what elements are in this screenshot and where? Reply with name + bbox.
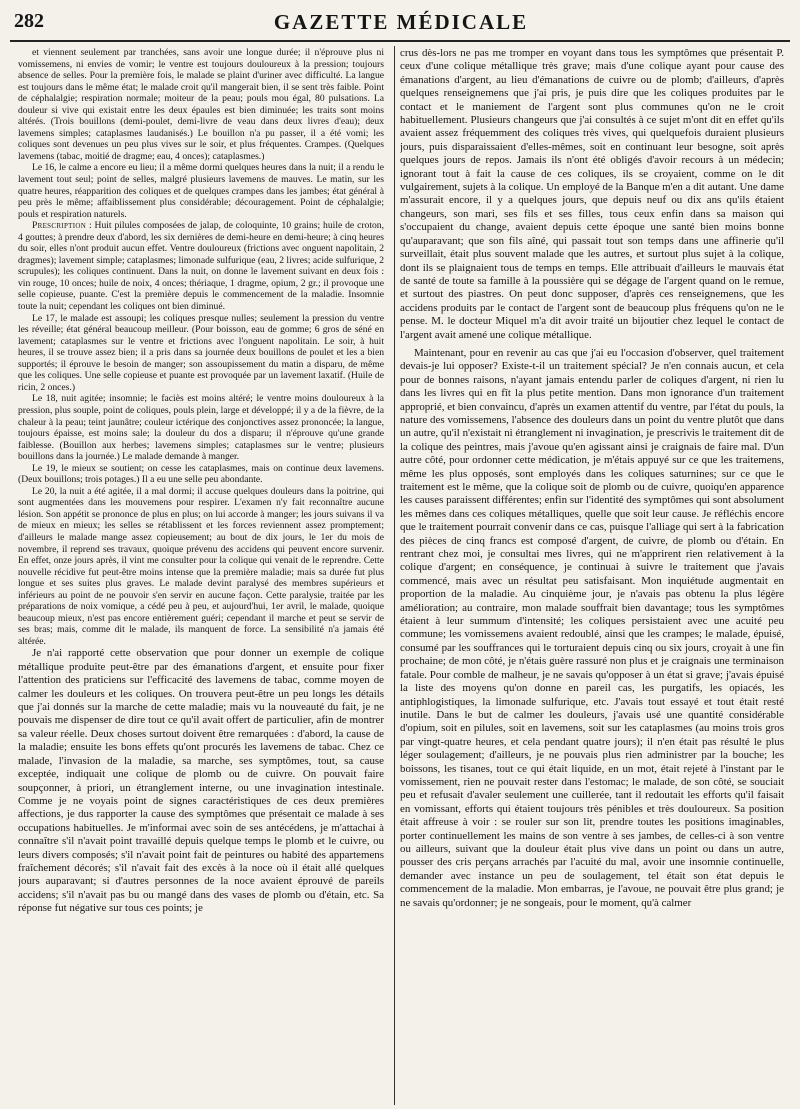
- paragraph: [18, 220, 384, 312]
- column-divider: [394, 46, 395, 1105]
- left-column: [18, 47, 384, 1105]
- paragraph-label: Prescription: [32, 220, 87, 232]
- paragraph: [18, 47, 384, 162]
- paragraph-text: Le 16, le calme a encore eu lieu; il a même dormi quelques heures dans la nuit; il a rendu le lavement tout seul; point de selles, malgré plusieurs lavemens de mauves. Le matin, sur les quatre heures, réapparition des coliques et de quelques crampes dans les jambes; état général à peu près le même; affaiblissement plus considérable; découragement. Point de céphalalgie; pouls et respiration naturels.: [18, 162, 384, 220]
- paragraph-text: Le 18, nuit agitée; insomnie; le faciès est moins altéré; le ventre moins douloureux à la pression, plus souple, point de coliques, pouls plein, large et développé; il y a de la fièvre, de la chaleur à la peau; teint jaunâtre; couleur ictérique des conjonctives assez prononcée; la langue, toujours épaisse, est moins sale; la douleur du dos a disparu; il n'éprouve qu'une grande faiblesse. (Bouillon aux herbes; lavemens simples; cataplasmes sur le ventre; plusieurs bouillons dans la journée.) Le malade demande à manger.: [18, 393, 384, 463]
- paragraph: [400, 47, 784, 342]
- paragraph: [400, 347, 784, 910]
- paragraph: [18, 647, 384, 915]
- header-rule: [10, 40, 790, 42]
- paragraph-text: et viennent seulement par tranchées, sans avoir une longue durée; il n'éprouve plus ni vomissemens, ni envies de vomir; le ventre est toujours douloureux à la pression; toujours absence de selles. Pour la première fois, le malade se plaint d'uriner avec difficulté. La langue est toujours dans le même état; le malade croit qu'il mangerait bien, il se sent très faible. Point de céphalalgie; respiration normale; moiteur de la peau; pouls mou égal, 80 pulsations. La douleur si vive qui existait entre les deux épaules est bien diminuée; les traits sont moins altérés. (Trois bouillons (demi-poulet, demi-livre de veau dans deux livres d'eau); deux lavemens simples; cataplasmes laudanisés.) Le bouillon n'a pu passer, il a été vomi; les coliques sont devenues un peu plus vives sur le soir, et plus fréquentes. Crampes. (Quelques lavemens (tabac, moitié de dragme; eau, 4 onces); cataplasmes.): [18, 47, 384, 162]
- right-column: [400, 47, 784, 1105]
- paragraph: [18, 486, 384, 648]
- paragraph: [18, 463, 384, 486]
- paragraph-text: Le 17, le malade est assoupi; les coliques presque nulles; seulement la pression du ventre les réveille; état général beaucoup meilleur. (Pour boisson, eau de gomme; 6 gros de séné en lavement; cataplasmes sur le ventre et frictions avec l'onguent napolitain. Le soir, à huit heures, il se trouve assez bien; il a pris dans sa journée deux bouillons de poulet et les a bien supportés; il éprouve le besoin de manger; son assoupissement du matin a disparu, de même que les coliques. Une selle copieuse et puante est provoquée par un lavement laxatif. (Huile de ricin, 2 onces.): [18, 312, 384, 393]
- paragraph-text: : Huit pilules composées de jalap, de coloquinte, 10 grains; huile de croton, 4 gouttes; à prendre deux d'abord, les six dernières de demi-heure en demi-heure; à cinq heures du soir, elles n'ont produit aucun effet. Ventre douloureux (frictions avec onguent napolitain, 2 dragmes); lavement simple; cataplasmes; limonade sulfurique (eau, 2 livres; acide sulfurique, 2 scrupules); les coliques continuent. Dans la nuit, on donne le lavement suivant en deux fois : vin rouge, 10 onces; huile de noix, 4 onces; thériaque, 1 dragme, opium, 2 gr.; il provoque une selle copieuse, puante. C'est la première depuis le commencement de la maladie. Insomnie toute la nuit; cependant les coliques ont bien diminué.: [18, 220, 384, 313]
- paragraph-text: Le 20, la nuit a été agitée, il a mal dormi; il accuse quelques douleurs dans la poitrine, qui sont augmentées dans les mouvemens pour respirer. L'examen n'y fait reconnaître aucune lésion. Son appétit se prononce de plus en plus; on lui accorde à manger; les jours suivans il va de mieux en mieux; les selles se rétablissent et les forces reviennent assez promptement; d'ailleurs le malade mange assez copieusement; au bout de dix jours, le 1er du mois de novembre, il reprend ses travaux, quoique prévenu des accidens qui peuvent encore survenir. En effet, onze jours après, il vint me consulter pour la colique qui venait de le reprendre. Cette nouvelle récidive fut peut-être moins intense que la première maladie; mais sa durée fut plus longue et ses suites plus graves. Le malade devint paralysé des membres supérieurs et inférieurs au point de ne pouvoir s'en servir en aucune façon. Cette paralysie, traitée par les préparations de noix vomique, a cédé peu à peu, et aujourd'hui, 1er avril, le malade, quoique beaucoup mieux, n'est pas encore entièrement guéri; cependant il marche et peut se servir de ses bras; mais, comme dit le malade, ils manquent de force. La sensibilité n'a jamais été altérée.: [18, 485, 384, 647]
- paragraph-text: Le 19, le mieux se soutient; on cesse les cataplasmes, mais on continue deux lavemens. (Deux bouillons; trois potages.) Il a eu une selle peu abondante.: [18, 462, 384, 486]
- paragraph: [18, 393, 384, 462]
- page-header: [14, 10, 788, 40]
- page-number: 282: [14, 10, 44, 32]
- paragraph-text: Maintenant, pour en revenir au cas que j'ai eu l'occasion d'observer, quel traitement devais-je lui opposer? Existe-t-il un traitement spécial? Je n'en connais aucun, et cela pour de bonnes raisons, n'ayant jamais entendu parler de coliques d'argent, ni rien lu dans les livres qui en fît la plus petite mention. Dans mon ignorance d'un traitement approprié, et bien convaincu, d'après un examen attentif du ventre, par l'état du pouls, la nature des vomissemens, l'absence des douleurs dans un point du ventre plutôt que dans un autre, qu'il n'existait ni étranglement ni invagination, je prescrivis le traitement dit de la colique des peintres, mais j'avoue qu'en agissant ainsi je craignais de faire mal. D'un autre côté, pour ordonner cette médication, je m'étais appuyé sur ce que les traitemens, même les plus opposés, sont employés dans les coliques saturnines; sur ce que le traitement est le même, que la colique soit de plomb ou de cuivre, quoiqu'en apparence les causes paraissent différentes; enfin sur l'identité des symptômes qui sont absolument les mêmes dans ces coliques métalliques, quelle que soit leur cause. Je réfléchis encore que le traitement pourrait convenir dans ce cas, puisque l'alliage qui sert à la fabrication des pièces de cinq francs est composé d'argent, de cuivre, de plomb ou d'étain. En rentrant chez moi, je consultai mes livres, qui ne m'apprirent rien relativement à la colique d'argent; en conséquence, je continuai à suivre le traitement que j'avais commencé, mais avec un résultat peu satisfaisant. Mon inquiétude augmentait en proportion de la maladie. Au cinquième jour, je n'avais pas obtenu la plus légère amélioration; au contraire, mon malade souffrait bien davantage; tous les symptômes étaient à leur summum d'intensité; les coliques persistaient avec une acuité peu commune; les vomissemens avaient redoublé, ainsi que les crampes; le malade, épuisé, consumé par les souffrances qui le torturaient depuis cinq ou six jours, croyait à une fin prochaine; de mon côté, je n'étais guère rassuré non plus et je craignais une terminaison fatale. Pour comble de malheur, je ne savais qu'opposer à un état si grave; j'avais épuisé la liste des moyens qu'on donne en pareil cas, les purgatifs, les opiacés, les antiphlogistiques, la limonade sulfurique, etc. J'avais tout essayé et tout était resté inutile. Dans le but de calmer les douleurs, j'avais usé une quantité considérable d'opium, soit en pilules, soit en lavemens, soit sur les cataplasmes (au moins trois gros par vingt-quatre heures, et cela pendant quatre jours); il n'en était pas résulté le plus léger soulagement; d'ailleurs, je ne pouvais plus rien administrer par la bouche; les boissons, les tisanes, tout ce qui était liquide, en un mot, était rejeté à l'instant par le vomissement, rien ne pouvait rester dans l'estomac; le malade, de son côté, se souciait peu et refusait d'avaler seulement une cuillerée, tant il redoutait les efforts qu'il faisait en vomissant, efforts qui étaient toujours très pénibles et très douloureux. Sa position était affreuse à voir : se rouler sur son lit, prendre toutes les positions imaginables, porter continuellement les mains de son ventre à ses jambes, de celles-ci à son ventre ou ailleurs, suivant que la douleur était plus vive dans un point ou dans un autre, pousser des cris perçans arrachés par l'acuité du mal, avoir une insomnie continuelle, demander avec instance un peu de soulagement, tel était son état depuis le commencement de la maladie. Mon embarras, je l'avoue, ne pouvait être plus grand; je ne savais qu'ordonner; je ne songeais, pour le moment, qu'à calmer: [400, 346, 784, 909]
- paragraph: [18, 313, 384, 394]
- paragraph-text: crus dès-lors ne pas me tromper en voyant dans tous les symptômes que présentait P. ceux d'une colique métallique très grave; mais d'une colique ayant pour cause des émanations d'argent, au lieu d'émanations de cuivre ou de plomb; d'ailleurs, d'après quelques renseignemens que j'ai pris, je puis dire que les coliques produites par le contact et le maniement de l'argent sont plus communes qu'on ne le croit habituellement. Plusieurs changeurs que j'ai consultés à ce sujet m'ont dit en effet qu'ils avaient assez fréquemment des coliques très vives, qui quelquefois duraient plusieurs jours, puis disparaissaient d'elles-mêmes, soit en continuant leur besogne, soit après quelques jours de repos. Jamais ils n'ont été obligés d'avoir recours à un médecin; ignorant tout à fait la cause de ces coliques, ils se croyaient, comme on le dit vulgairement, sujets à la colique. Un employé de la Banque m'en a dit autant. Une dame m'assurait encore, il y a quelques jours, que depuis neuf ou dix ans qu'ils étaient changeurs, son mari, ses fils et ses filles, tous ceux enfin dans sa maison qui s'occupaient du change, avaient depuis cette époque une santé bien moins bonne qu'auparavant; que son fils aîné, qui passait tout son temps dans une affinerie qu'il surveillait, était plus souvent malade que les autres, et surtout plus sujet à la colique, dont ils se plaignaient tous de temps en temps. Elle attribuait d'ailleurs le mauvais état de santé de toute sa famille à la poussière qui se dégage de l'argent quand on le remue, et surtout des piastres. On peut donc supposer, d'après ces renseignemens, que les accidens produits par le contact de l'argent sont de beaucoup plus fréquens qu'on ne le pense. M. le docteur Miquel m'a dit avoir traité un bijoutier chez lequel le contact de l'argent avait amené une colique métallique.: [400, 47, 784, 341]
- paragraph-text: Je n'ai rapporté cette observation que pour donner un exemple de colique métallique produite peut-être par des émanations d'argent, et ensuite pour fixer l'attention des praticiens sur l'efficacité des lavemens de tabac, comme moyen de calmer les douleurs et les coliques. On trouvera peut-être un peu longs les détails que j'ai donnés sur la marche de cette maladie; mais vu la nouveauté du fait, je ne pouvais me dispenser de dire tout ce qu'il avait offert de particulier, afin de montrer sa valeur réelle. Deux choses surtout doivent être remarquées : d'abord, la cause de la maladie; ensuite les bons effets qu'ont procurés les lavemens de tabac. Chez ce malade, l'invasion de la maladie, sa marche, ses symptômes, tout, sa cause exceptée, indiquait une colique de plomb ou de cuivre. On pouvait faire soupçonner, à priori, un étranglement interne, ou une invagination intestinale. Comme je ne voyais point de signes caractéristiques de ces deux premières affections, je dus rapporter la cause des symptômes que présentait ce malade à ses occupations habituelles. Je m'informai avec soin de ses antécédens, je m'attachai à connaître s'il n'avait point travaillé depuis quelque temps le plomb et le cuivre, ou leurs divers composés; s'il n'avait point fait de peintures ou habité des appartemens fraîchement décorés; s'il n'avait fait des excès à la noce où il était allé quelques jours auparavant; si d'autres personnes de la noce avaient éprouvé de pareils accidens; s'il n'avait pas bu ou mangé dans des vases de plomb ou d'étain, etc. Sa réponse fut négative sur tous ces points; je: [18, 647, 384, 915]
- paragraph: [18, 162, 384, 220]
- publication-title: GAZETTE MÉDICALE: [273, 10, 529, 34]
